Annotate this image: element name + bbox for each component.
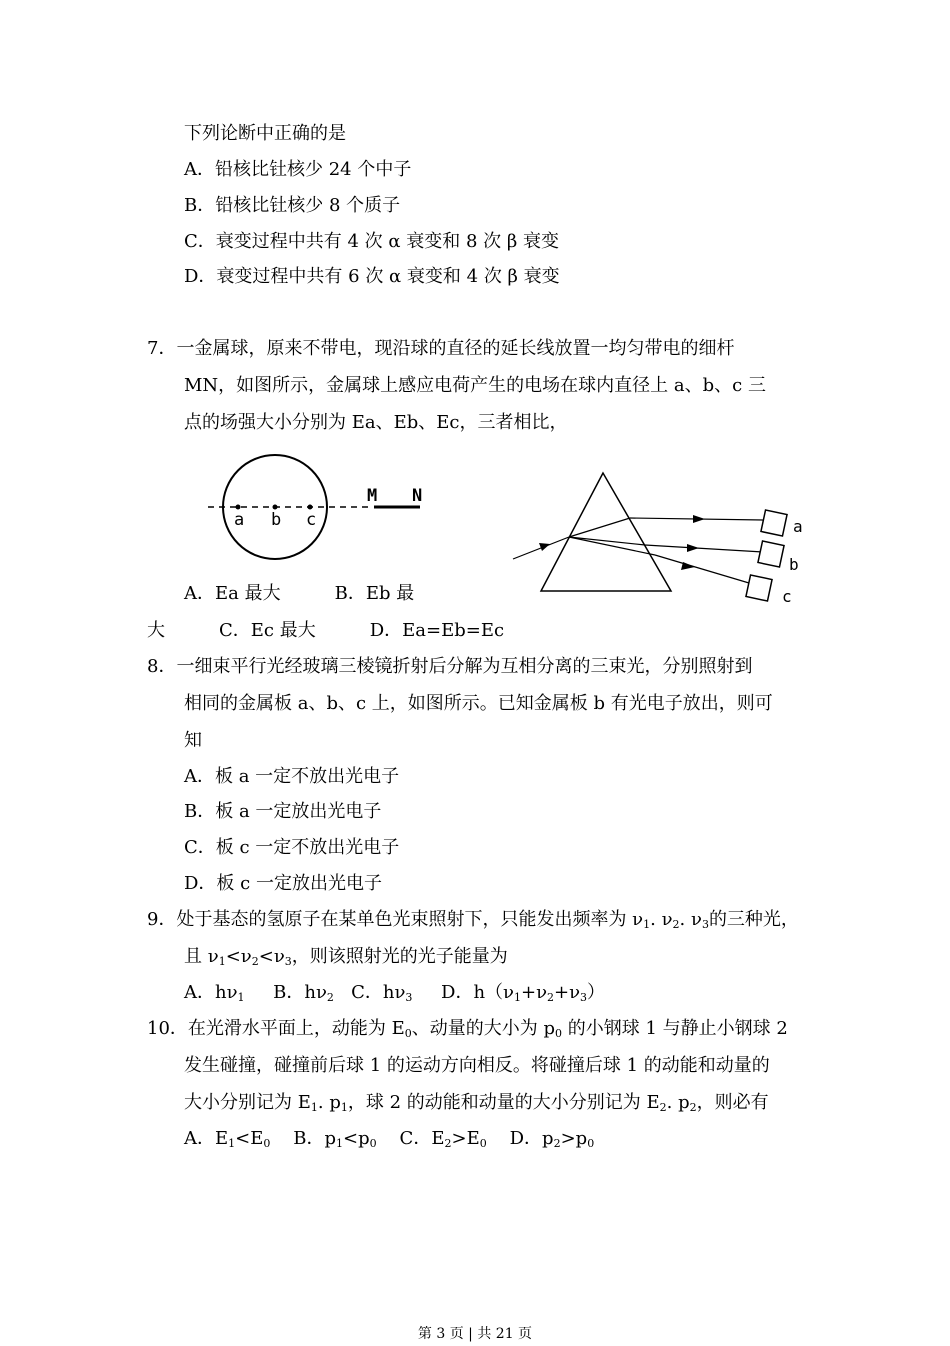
beam-a-arrow	[693, 515, 705, 523]
plate-label-b: b	[789, 555, 799, 574]
q10-option-d: D．$p_2>p_0$	[509, 1128, 595, 1150]
q10-options	[184, 1127, 594, 1151]
point-b	[273, 505, 278, 510]
q6-option-b: B．铅核比钍核少 8 个质子	[184, 195, 401, 216]
q8-stem-line2: 相同的金属板 a、b、c 上，如图所示。已知金属板 b 有光电子放出，则可	[184, 693, 773, 714]
metal-plate-a	[761, 510, 787, 536]
q8-option-c: C．板 c 一定不放出光电子	[184, 837, 400, 858]
q9-option-c: C．$h\nu_3$	[351, 982, 413, 1004]
q8-stem-line3: 知	[184, 730, 202, 751]
plate-label-c: c	[782, 587, 792, 606]
glass-prism	[541, 473, 671, 591]
q9-stem-line2: 且 $\nu_1<\nu_2<\nu_3$，则该照射光的光子能量为	[184, 946, 508, 968]
q6-option-d: D．衰变过程中共有 6 次 α 衰变和 4 次 β 衰变	[184, 266, 560, 287]
q9-option-a: A．$h\nu_1$	[184, 982, 245, 1004]
page-footer: 第 3 页 | 共 21 页	[417, 1326, 533, 1342]
q8-stem-line1: 8．一细束平行光经玻璃三棱镜折射后分解为互相分离的三束光，分别照射到	[147, 656, 753, 677]
q9-stem-line1: 9．处于基态的氢原子在某单色光束照射下，只能发出频率为 $\nu_1$. $\nu_2$. $\nu_3$的三种光，	[147, 909, 799, 931]
beam-b	[645, 545, 763, 552]
q10-stem-line2: 发生碰撞，碰撞前后球 1 的运动方向相反。将碰撞后球 1 的动能和动量的	[184, 1055, 770, 1076]
q10-option-c: C．$E_2>E_0$	[399, 1128, 487, 1150]
q8-option-a: A．板 a 一定不放出光电子	[184, 766, 400, 787]
q7-stem-line2: MN，如图所示，金属球上感应电荷产生的电场在球内直径上 a、b、c 三	[184, 375, 766, 396]
q10-stem-line1: 10．在光滑水平面上，动能为 $E_0$、动量的大小为 $p_0$ 的小钢球 1 与静止小钢球 2	[147, 1018, 788, 1040]
metal-plate-c	[746, 575, 772, 601]
metal-plate-b	[758, 541, 784, 567]
q7-stem-line3: 点的场强大小分别为 Ea、Eb、Ec，三者相比，	[184, 412, 568, 433]
point-a	[236, 505, 241, 510]
q6-option-a: A．铅核比钍核少 24 个中子	[184, 159, 412, 180]
q10-stem-line3: 大小分别记为 $E_1$. $p_1$，球 2 的动能和动量的大小分别记为 $E_2$. $p_2$，则必有	[184, 1092, 769, 1114]
q6-option-c: C．衰变过程中共有 4 次 α 衰变和 8 次 β 衰变	[184, 231, 560, 252]
q7-options-row1: A．Ea 最大 B．Eb 最	[184, 583, 415, 604]
q10-option-a: A．$E_1<E_0$	[184, 1128, 271, 1150]
label-a: a	[234, 510, 245, 530]
q10-option-b: B．$p_1<p_0$	[293, 1128, 377, 1150]
beam-c	[655, 555, 749, 583]
label-c: c	[306, 510, 317, 530]
refracted-b	[569, 537, 645, 545]
label-b: b	[271, 510, 282, 530]
label-m: M	[367, 486, 378, 506]
incident-arrow	[539, 543, 550, 551]
beam-b-arrow	[687, 544, 699, 552]
label-n: N	[412, 486, 423, 506]
q7-options-row2: 大 C．Ec 最大 D．Ea=Eb=Ec	[147, 620, 505, 641]
q7-stem-line1: 7．一金属球，原来不带电，现沿球的直径的延长线放置一均匀带电的细杆	[147, 338, 735, 359]
q8-option-d: D．板 c 一定放出光电子	[184, 873, 382, 894]
q8-option-b: B．板 a 一定放出光电子	[184, 801, 382, 822]
q9-options	[184, 981, 605, 1005]
q6-stem-tail: 下列论断中正确的是	[184, 123, 346, 144]
plate-label-a: a	[793, 517, 803, 536]
q9-option-d: D．$h(\nu_1+\nu_2+\nu_3)$	[441, 982, 606, 1004]
sphere-rod-figure	[200, 445, 440, 575]
point-c	[308, 505, 313, 510]
prism-figure	[505, 465, 815, 610]
q9-option-b: B．$h\nu_2$	[273, 982, 334, 1004]
